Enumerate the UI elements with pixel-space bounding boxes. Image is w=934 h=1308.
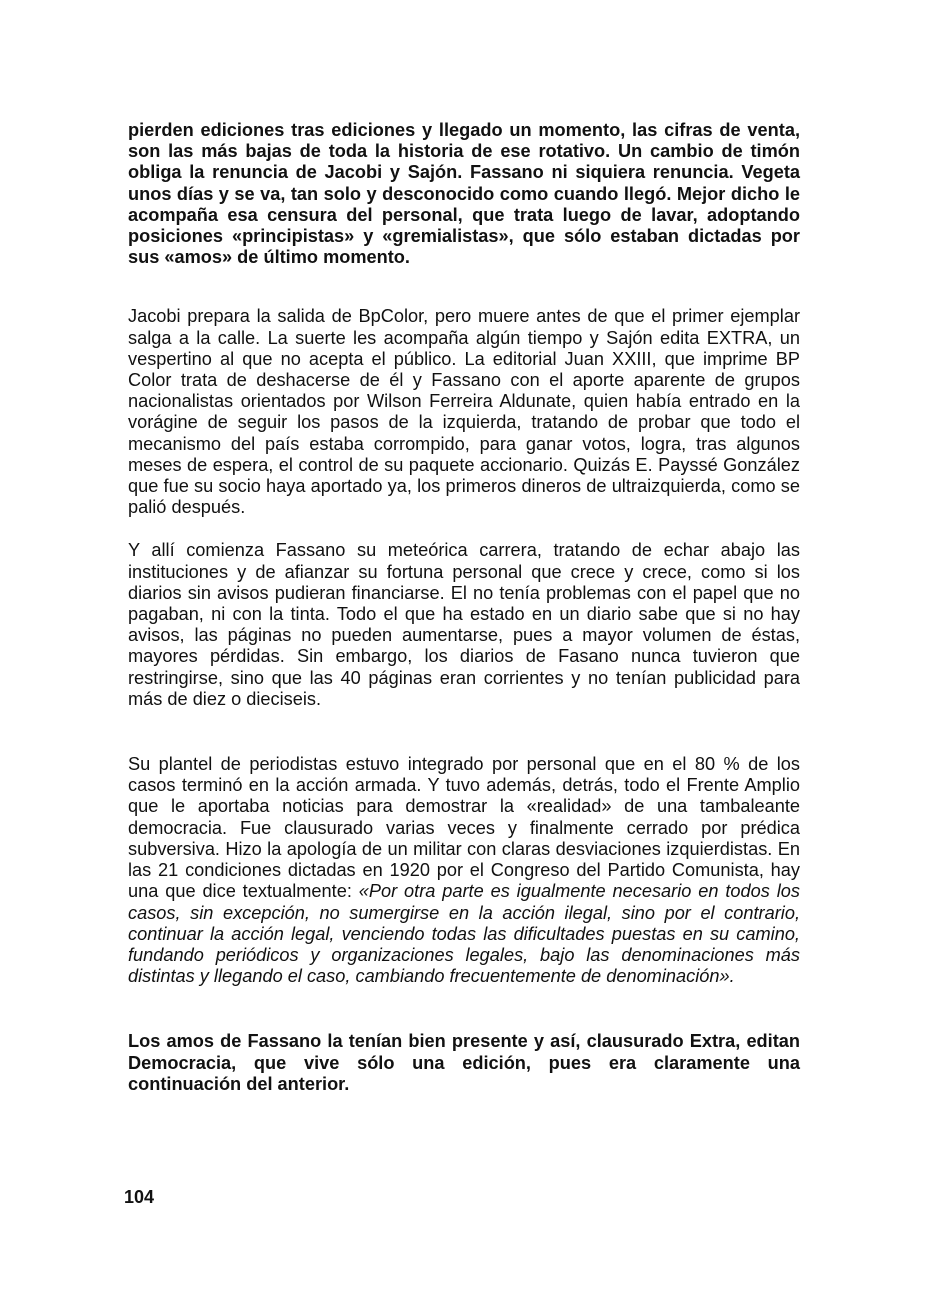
paragraph-3: Y allí comienza Fassano su meteórica carrera, tratando de echar abajo las instituciones y de afianzar su fortuna personal que crece y crece, como si los diarios sin avisos pudieran financiarse. El no tenía problemas con el papel que no pagaban, ni con la tinta. Todo el que ha estado en un diario sabe que si no hay avisos, las páginas no pueden aumentarse, pues a mayor volumen de éstas, mayores pérdidas. Sin embargo, los diarios de Fasano nunca tuvieron que restringirse, sino que las 40 páginas eran corrientes y no tenían publicidad para más de diez o dieciseis. (128, 540, 800, 709)
paragraph-4-text: Su plantel de periodistas estuvo integrado por personal que en el 80 % de los casos terminó en la acción armada. Y tuvo además, detrás, todo el Frente Amplio que le aportaba noticias para demostrar la «realidad» de una tambaleante democracia. Fue clausurado varias veces y finalmente cerrado por prédica subversiva. Hizo la apología de un militar con claras desviaciones izquierdistas. En las 21 condiciones dictadas en 1920 por el Congreso del Partido Comunista, hay una que dice textualmente: (128, 754, 800, 902)
page-body (128, 120, 800, 1095)
paragraph-4 (128, 754, 800, 987)
paragraph-4-quote: «Por otra parte es igualmente necesario en todos los casos, sin excepción, no sumergirse en la acción ilegal, sino por el contrario, continuar la acción legal, venciendo todas las dificultades puestas en su camino, fundando periódicos y organizaciones legales, bajo las denominaciones más distintas y llegando el caso, cambiando frecuentemente de denominación». (128, 881, 800, 987)
page-number: 104 (124, 1187, 155, 1207)
paragraph-1: pierden ediciones tras ediciones y llegado un momento, las cifras de venta, son las más bajas de toda la historia de ese rotativo. Un cambio de timón obliga la renuncia de Jacobi y Sajón. Fassano ni siquiera renuncia. Vegeta unos días y se va, tan solo y desconocido como cuando llegó. Mejor dicho le acompaña esa censura del personal, que trata luego de lavar, adoptando posiciones «principistas» y «gremialistas», que sólo estaban dictadas por sus «amos» de último momento. (128, 120, 800, 268)
paragraph-2: Jacobi prepara la salida de BpColor, pero muere antes de que el primer ejemplar salga a la calle. La suerte les acompaña algún tiempo y Sajón edita EXTRA, un vespertino al que no acepta el público. La editorial Juan XXIII, que imprime BP Color trata de deshacerse de él y Fassano con el aporte aparente de grupos nacionalistas orientados por Wilson Ferreira Aldunate, quien había entrado en la vorágine de seguir los pasos de la izquierda, tratando de probar que todo el mecanismo del país estaba corrompido, para ganar votos, logra, tras algunos meses de espera, el control de su paquete accionario. Quizás E. Payssé González que fue su socio haya aportado ya, los primeros dineros de ultraizquierda, como se palió después. (128, 306, 800, 518)
paragraph-5: Los amos de Fassano la tenían bien presente y así, clausurado Extra, editan Democracia, que vive sólo una edición, pues era claramente una continuación del anterior. (128, 1031, 800, 1094)
